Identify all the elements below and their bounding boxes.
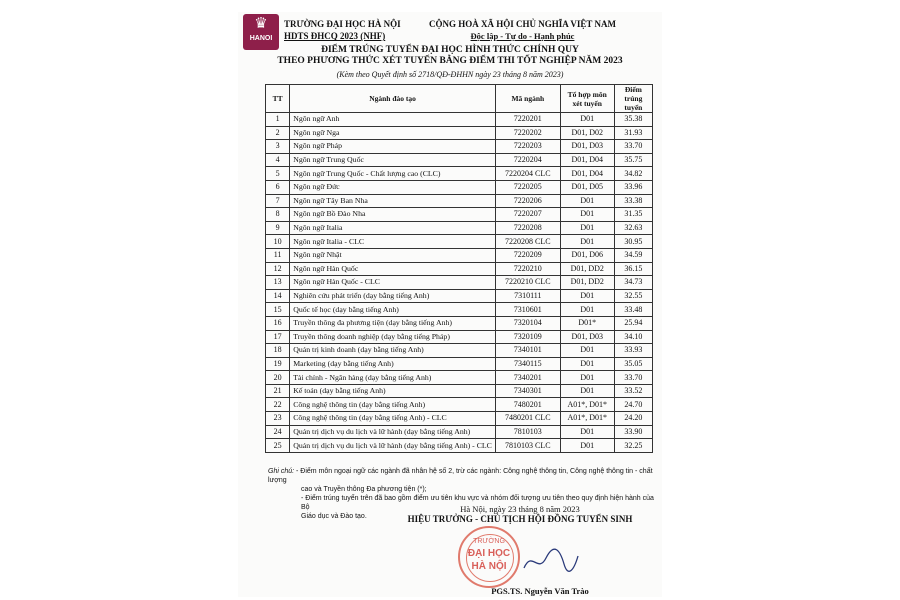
table-row <box>266 303 653 317</box>
row-major-code: 7220203 <box>495 140 560 154</box>
row-score: 34.73 <box>614 276 652 290</box>
row-combination: D01 <box>560 303 614 317</box>
table-row <box>266 439 653 453</box>
national-header <box>420 18 625 42</box>
row-number: 12 <box>266 262 290 276</box>
row-score: 32.25 <box>614 439 652 453</box>
row-major-name: Ngôn ngữ Nhật <box>290 248 496 262</box>
row-combination: D01 <box>560 439 614 453</box>
row-score: 25.94 <box>614 316 652 330</box>
row-number: 15 <box>266 303 290 317</box>
table-row <box>266 398 653 412</box>
table-row <box>266 330 653 344</box>
row-score: 31.93 <box>614 126 652 140</box>
row-combination: D01, DD2 <box>560 262 614 276</box>
row-number: 9 <box>266 221 290 235</box>
row-number: 7 <box>266 194 290 208</box>
row-major-name: Ngôn ngữ Italia - CLC <box>290 235 496 249</box>
row-number: 2 <box>266 126 290 140</box>
row-major-name: Quản trị kinh doanh (dạy bằng tiếng Anh) <box>290 344 496 358</box>
row-combination: D01* <box>560 316 614 330</box>
row-major-name: Ngôn ngữ Tây Ban Nha <box>290 194 496 208</box>
row-score: 33.90 <box>614 425 652 439</box>
row-major-code: 7320104 <box>495 316 560 330</box>
table-row <box>266 221 653 235</box>
row-combination: D01 <box>560 208 614 222</box>
row-number: 6 <box>266 180 290 194</box>
official-stamp <box>458 526 520 588</box>
row-major-name: Công nghệ thông tin (dạy bằng tiếng Anh) - CLC <box>290 412 496 426</box>
row-major-code: 7220204 CLC <box>495 167 560 181</box>
document-subtitle: (Kèm theo Quyết định số 2718/QĐ-ĐHHN ngày 23 tháng 8 năm 2023) <box>336 70 564 79</box>
row-major-name: Ngôn ngữ Bồ Đào Nha <box>290 208 496 222</box>
header-combination: Tổ hợp môn xét tuyển <box>560 85 614 113</box>
row-combination: D01, D03 <box>560 140 614 154</box>
row-number: 16 <box>266 316 290 330</box>
row-major-code: 7220210 CLC <box>495 276 560 290</box>
admission-score-table <box>265 84 653 453</box>
row-number: 14 <box>266 289 290 303</box>
row-score: 35.75 <box>614 153 652 167</box>
row-combination: A01*, D01* <box>560 412 614 426</box>
row-combination: D01 <box>560 221 614 235</box>
row-number: 13 <box>266 276 290 290</box>
stamp-line-2: ĐẠI HỌC <box>467 548 511 559</box>
row-major-code: 7220202 <box>495 126 560 140</box>
table-row <box>266 113 653 127</box>
row-combination: D01, D02 <box>560 126 614 140</box>
row-combination: D01, DD2 <box>560 276 614 290</box>
row-combination: D01, D04 <box>560 153 614 167</box>
title-line-1: ĐIỂM TRÚNG TUYỂN ĐẠI HỌC HÌNH THỨC CHÍNH QUY <box>321 45 579 55</box>
row-number: 1 <box>266 113 290 127</box>
row-number: 17 <box>266 330 290 344</box>
row-score: 33.38 <box>614 194 652 208</box>
row-score: 24.70 <box>614 398 652 412</box>
table-row <box>266 425 653 439</box>
row-major-code: 7220204 <box>495 153 560 167</box>
crest-icon: ♛ <box>254 16 268 32</box>
row-major-name: Kế toán (dạy bằng tiếng Anh) <box>290 384 496 398</box>
row-combination: D01 <box>560 113 614 127</box>
table-row <box>266 262 653 276</box>
row-number: 5 <box>266 167 290 181</box>
row-major-name: Ngôn ngữ Nga <box>290 126 496 140</box>
row-major-code: 7220206 <box>495 194 560 208</box>
row-combination: D01 <box>560 371 614 385</box>
note-line-1: - Điểm môn ngoại ngữ các ngành đã nhân hệ số 2, trừ các ngành: Công nghệ thông tin, Công nghệ thông tin - chất lượng <box>268 468 653 484</box>
table-row <box>266 289 653 303</box>
row-number: 8 <box>266 208 290 222</box>
row-score: 33.96 <box>614 180 652 194</box>
row-number: 24 <box>266 425 290 439</box>
header-score: Điểm trúng tuyển <box>614 85 652 113</box>
row-major-code: 7340115 <box>495 357 560 371</box>
row-number: 20 <box>266 371 290 385</box>
row-score: 34.59 <box>614 248 652 262</box>
row-number: 10 <box>266 235 290 249</box>
table-row <box>266 194 653 208</box>
notes-label: Ghi chú: <box>268 468 295 475</box>
row-major-name: Ngôn ngữ Anh <box>290 113 496 127</box>
table-row <box>266 316 653 330</box>
table-row <box>266 208 653 222</box>
row-combination: D01, D06 <box>560 248 614 262</box>
row-score: 32.55 <box>614 289 652 303</box>
row-major-code: 7340301 <box>495 384 560 398</box>
row-major-name: Truyền thông doanh nghiệp (dạy bằng tiếng Pháp) <box>290 330 496 344</box>
row-score: 31.35 <box>614 208 652 222</box>
table-row <box>266 371 653 385</box>
row-major-code: 7480201 CLC <box>495 412 560 426</box>
row-combination: D01 <box>560 425 614 439</box>
row-combination: D01 <box>560 235 614 249</box>
row-score: 24.20 <box>614 412 652 426</box>
row-score: 32.63 <box>614 221 652 235</box>
row-number: 25 <box>266 439 290 453</box>
table-row <box>266 235 653 249</box>
signer-name: PGS.TS. Nguyễn Văn Trào <box>491 586 589 596</box>
row-major-code: 7220210 <box>495 262 560 276</box>
row-major-name: Ngôn ngữ Hàn Quốc <box>290 262 496 276</box>
note-line-2: cao và Truyền thông Đa phương tiện (*); <box>301 486 427 493</box>
row-score: 35.05 <box>614 357 652 371</box>
row-number: 18 <box>266 344 290 358</box>
row-combination: A01*, D01* <box>560 398 614 412</box>
header-code: Mã ngành <box>495 85 560 113</box>
row-number: 23 <box>266 412 290 426</box>
note-line-3: - Điểm trúng tuyển trên đã bao gồm điểm ưu tiên khu vực và nhóm đối tượng ưu tiên theo quy định hiện hành của Bộ <box>301 495 654 511</box>
row-major-code: 7310111 <box>495 289 560 303</box>
signer-title: HIỆU TRƯỞNG - CHỦ TỊCH HỘI ĐỒNG TUYỂN SINH <box>407 514 633 524</box>
row-combination: D01, D03 <box>560 330 614 344</box>
table-row <box>266 248 653 262</box>
row-combination: D01 <box>560 289 614 303</box>
place-date: Hà Nội, ngày 23 tháng 8 năm 2023 <box>460 504 580 514</box>
row-number: 3 <box>266 140 290 154</box>
row-combination: D01 <box>560 194 614 208</box>
logo-text: HANOI <box>249 35 273 42</box>
row-major-name: Ngôn ngữ Italia <box>290 221 496 235</box>
table-row <box>266 384 653 398</box>
row-major-code: 7220209 <box>495 248 560 262</box>
row-major-code: 7220205 <box>495 180 560 194</box>
row-major-name: Công nghệ thông tin (dạy bằng tiếng Anh) <box>290 398 496 412</box>
council-code: HDTS ĐHCQ 2023 (NHF) <box>284 31 386 41</box>
note-line-4: Giáo dục và Đào tạo. <box>301 513 367 520</box>
row-major-code: 7220208 <box>495 221 560 235</box>
table-row <box>266 140 653 154</box>
stamp-line-1: TRƯỜNG <box>473 538 505 545</box>
row-major-name: Ngôn ngữ Đức <box>290 180 496 194</box>
row-major-code: 7480201 <box>495 398 560 412</box>
row-combination: D01, D04 <box>560 167 614 181</box>
row-score: 33.93 <box>614 344 652 358</box>
row-number: 21 <box>266 384 290 398</box>
row-major-name: Quản trị dịch vụ du lịch và lữ hành (dạy bằng tiếng Anh) <box>290 425 496 439</box>
row-major-name: Quốc tế học (dạy bằng tiếng Anh) <box>290 303 496 317</box>
row-score: 30.95 <box>614 235 652 249</box>
title-line-2: THEO PHƯƠNG THỨC XÉT TUYỂN BẰNG ĐIỂM THI TỐT NGHIỆP NĂM 2023 <box>277 56 623 66</box>
row-number: 11 <box>266 248 290 262</box>
row-combination: D01 <box>560 357 614 371</box>
row-major-name: Marketing (dạy bằng tiếng Anh) <box>290 357 496 371</box>
row-major-name: Ngôn ngữ Pháp <box>290 140 496 154</box>
header-major: Ngành đào tạo <box>290 85 496 113</box>
table-row <box>266 167 653 181</box>
row-number: 19 <box>266 357 290 371</box>
row-major-name: Truyền thông đa phương tiện (dạy bằng tiếng Anh) <box>290 316 496 330</box>
row-major-code: 7320109 <box>495 330 560 344</box>
row-score: 33.70 <box>614 371 652 385</box>
row-major-code: 7220201 <box>495 113 560 127</box>
stamp-line-3: HÀ NỘI <box>471 561 507 572</box>
row-major-code: 7340101 <box>495 344 560 358</box>
row-major-name: Ngôn ngữ Trung Quốc - Chất lượng cao (CLC) <box>290 167 496 181</box>
row-major-code: 7810103 <box>495 425 560 439</box>
table-row <box>266 126 653 140</box>
row-number: 4 <box>266 153 290 167</box>
row-major-name: Ngôn ngữ Hàn Quốc - CLC <box>290 276 496 290</box>
row-score: 34.82 <box>614 167 652 181</box>
row-major-code: 7810103 CLC <box>495 439 560 453</box>
issuer-block <box>284 18 424 42</box>
row-number: 22 <box>266 398 290 412</box>
row-score: 34.10 <box>614 330 652 344</box>
row-score: 36.15 <box>614 262 652 276</box>
row-major-code: 7220207 <box>495 208 560 222</box>
signature <box>520 546 580 576</box>
table-header-row <box>266 85 653 113</box>
table-row <box>266 276 653 290</box>
table-row <box>266 180 653 194</box>
row-major-name: Quản trị dịch vụ du lịch và lữ hành (dạy bằng tiếng Anh) - CLC <box>290 439 496 453</box>
university-name: TRƯỜNG ĐẠI HỌC HÀ NỘI <box>284 19 401 29</box>
row-combination: D01 <box>560 344 614 358</box>
row-major-code: 7340201 <box>495 371 560 385</box>
table-row <box>266 153 653 167</box>
row-score: 33.48 <box>614 303 652 317</box>
row-score: 33.52 <box>614 384 652 398</box>
header-tt: TT <box>266 85 290 113</box>
row-major-name: Tài chính - Ngân hàng (dạy bằng tiếng Anh) <box>290 371 496 385</box>
row-combination: D01 <box>560 384 614 398</box>
row-major-code: 7310601 <box>495 303 560 317</box>
table-row <box>266 344 653 358</box>
republic-name: CỘNG HOÀ XÃ HỘI CHỦ NGHĨA VIỆT NAM <box>429 19 616 29</box>
table-row <box>266 412 653 426</box>
row-score: 33.70 <box>614 140 652 154</box>
row-major-name: Ngôn ngữ Trung Quốc <box>290 153 496 167</box>
row-score: 35.38 <box>614 113 652 127</box>
row-major-code: 7220208 CLC <box>495 235 560 249</box>
table-row <box>266 357 653 371</box>
row-combination: D01, D05 <box>560 180 614 194</box>
row-major-name: Nghiên cứu phát triển (dạy bằng tiếng Anh) <box>290 289 496 303</box>
national-motto: Độc lập - Tự do - Hạnh phúc <box>470 31 575 41</box>
document-title <box>240 45 660 67</box>
